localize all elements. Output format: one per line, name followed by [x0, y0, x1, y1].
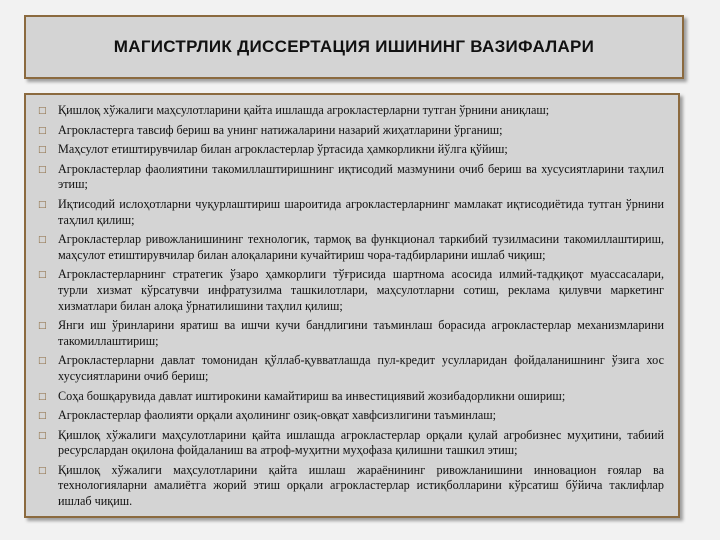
list-item	[38, 142, 664, 158]
square-bullet-icon: □	[38, 235, 47, 246]
square-bullet-icon: □	[38, 430, 47, 441]
list-item-text: Агрокластерларнинг стратегик ўзаро ҳамкорлиги тўғрисида шартнома асосида илмий-тадқиқот муассасалари, турли хизмат кўрсатувчи инфратузилма ташкилотлари, маҳсулотларни сотиш, реклама қилувчи маркетинг хизматлари билан алоқа ўрнатилишини таҳлил қилиш;	[58, 267, 664, 313]
square-bullet-icon: □	[38, 164, 47, 175]
list-item	[38, 123, 664, 139]
list-item-text: Қишлоқ хўжалиги маҳсулотларини қайта ишлашда агрокластерларни тутган ўрнини аниқлаш;	[58, 103, 550, 117]
square-bullet-icon: □	[38, 199, 47, 210]
list-item-text: Иқтисодий ислоҳотларни чуқурлаштириш шароитида агрокластерларнинг мамлакат иқтисодиётида тутган ўрнини таҳлил қилиш;	[58, 196, 664, 227]
square-bullet-icon: □	[38, 465, 47, 476]
square-bullet-icon: □	[38, 270, 47, 281]
list-item	[38, 318, 664, 349]
square-bullet-icon: □	[38, 145, 47, 156]
content-box	[24, 93, 680, 518]
title-box	[24, 15, 684, 79]
list-item	[38, 267, 664, 314]
list-item-text: Қишлоқ хўжалиги маҳсулотларини қайта ишлаш жараёнининг ривожланишини инновацион ғоялар ва технологияларни амалиётга жорий этиш орқали агрокластерлар истиқболларини кўрсатиш бўйича таклифлар ишлаб чиқиш.	[58, 462, 664, 509]
list-item-text: Агрокластерлар фаолияти орқали аҳолининг озиқ-овқат хавфсизлигини таъминлаш;	[58, 408, 497, 423]
list-item-text: Маҳсулот етиштирувчилар билан агрокластерлар ўртасида ҳамкорликни йўлга қўйиш;	[58, 142, 508, 157]
square-bullet-icon: □	[38, 391, 47, 402]
list-item	[38, 389, 664, 405]
list-item-text: Қишлоқ хўжалиги маҳсулотларини қайта ишлашда агрокластерлар орқали қулай агробизнес муҳитини, табиий ресурслардан оқилона фойдаланиш ва атроф-муҳитни муҳофаза қилишни ташкил этиш;	[58, 427, 664, 458]
square-bullet-icon: □	[38, 125, 47, 136]
slide-title: МАГИСТРЛИК ДИССЕРТАЦИЯ ИШИНИНГ ВАЗИФАЛАРИ	[113, 37, 595, 56]
list-item	[38, 197, 664, 228]
list-item-text: Агрокластерларни давлат томонидан қўллаб-қувватлашда пул-кредит усулларидан фойдаланишнинг ўзига хос хусусиятларини очиб бериш;	[58, 353, 664, 383]
square-bullet-icon: □	[38, 356, 47, 367]
task-list	[38, 103, 664, 510]
list-item	[38, 162, 664, 193]
list-item	[38, 232, 664, 263]
list-item	[38, 103, 664, 119]
list-item-text: Агрокластерга тавсиф бериш ва унинг натижаларини назарий жиҳатларини ўрганиш;	[58, 122, 503, 137]
square-bullet-icon: □	[38, 106, 47, 116]
list-item	[38, 408, 664, 424]
list-item-text: Янги иш ўринларини яратиш ва ишчи кучи бандлигини таъминлаш борасида агрокластерлар механизмларини такомиллаштириш;	[58, 318, 664, 348]
list-item	[38, 428, 664, 459]
list-item	[38, 353, 664, 384]
square-bullet-icon: □	[38, 411, 47, 422]
list-item-text: Агрокластерлар фаолиятини такомиллаштиришнинг иқтисодий мазмунини очиб бериш ва хусусиятларини таҳлил этиш;	[58, 161, 664, 192]
list-item-text: Соҳа бошқарувида давлат иштирокини камайтириш ва инвестициявий жозибадорликни ошириш;	[58, 388, 566, 403]
square-bullet-icon: □	[38, 321, 47, 332]
list-item	[38, 463, 664, 510]
list-item-text: Агрокластерлар ривожланишининг технологик, тармоқ ва функционал таркибий тузилмасини такомиллаштириш, маҳсулот етиштирувчилар билан алоқаларини кучайтириш чора-тадбирларини ишлаб чиқиш;	[58, 232, 664, 262]
